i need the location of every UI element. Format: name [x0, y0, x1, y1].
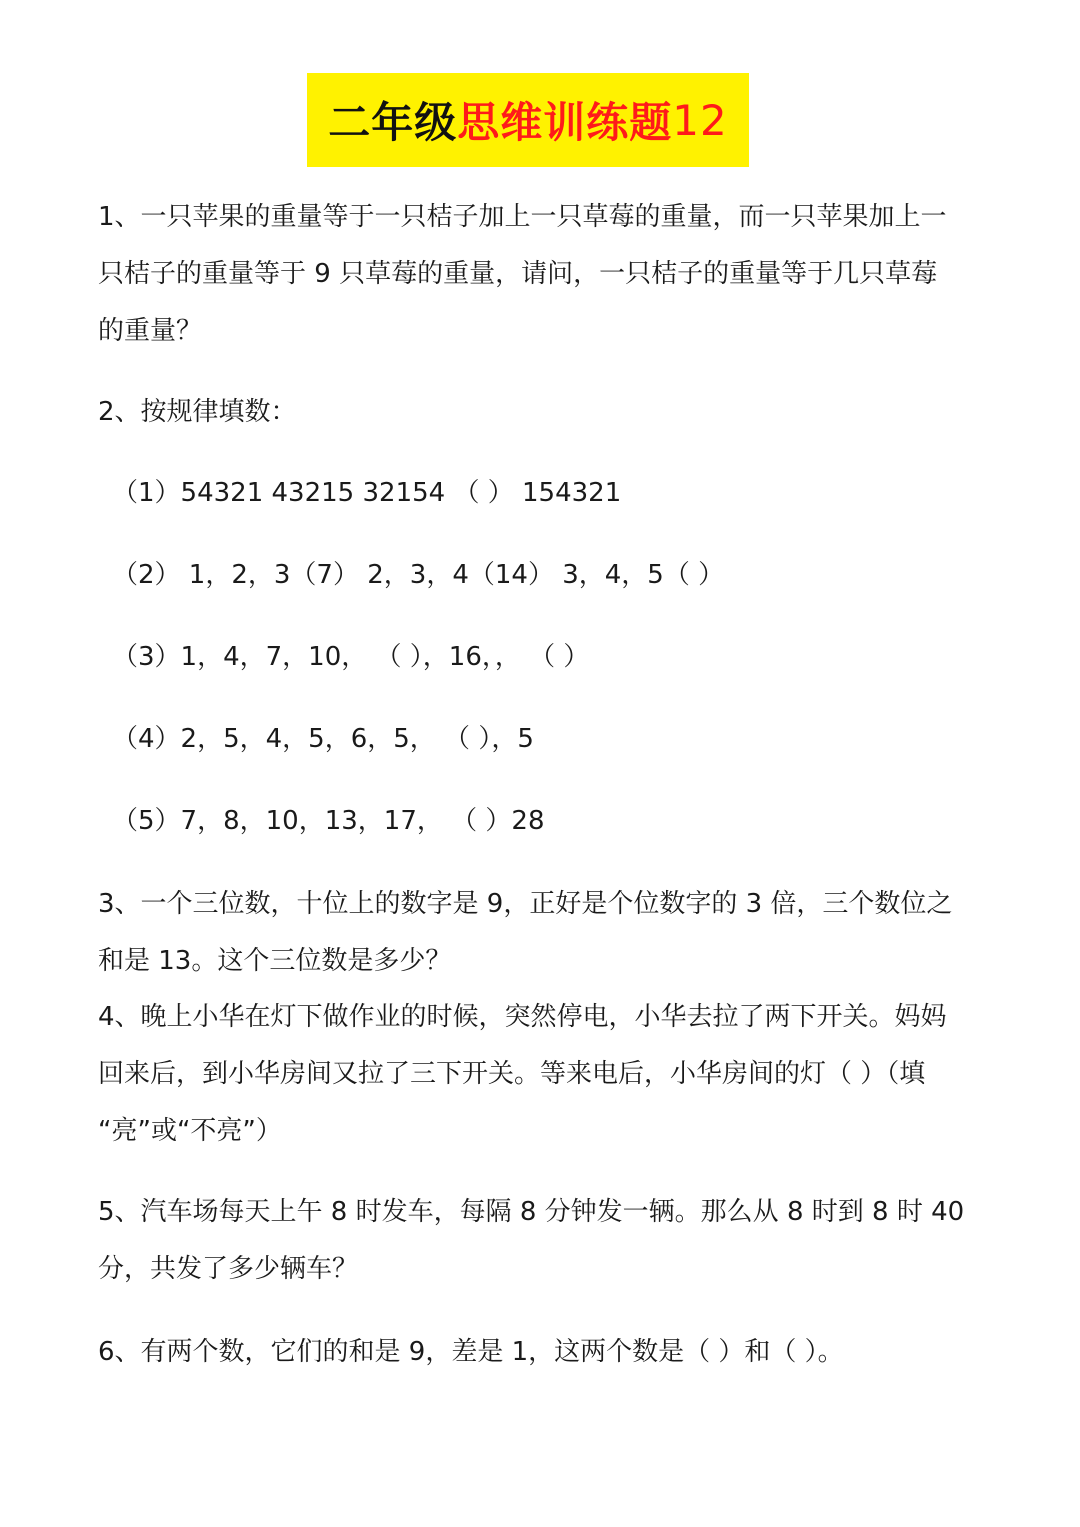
question-2-item-4: （4）2，5，4，5，6，5， （ ），5: [112, 724, 534, 754]
question-1-line-2: 只桔子的重量等于 9 只草莓的重量，请问，一只桔子的重量等于几只草莓: [98, 259, 938, 289]
question-5-line-1: 5、汽车场每天上午 8 时发车，每隔 8 分钟发一辆。那么从 8 时到 8 时 40: [98, 1197, 965, 1227]
question-2-item-3: （3）1，4，7，10， （ ），16，， （ ）: [112, 642, 590, 672]
question-1-line-1: 1、一只苹果的重量等于一只桔子加上一只草莓的重量，而一只苹果加上一: [98, 202, 947, 232]
question-1-line-3: 的重量？: [98, 316, 203, 346]
title-topic: 思维训练题: [457, 98, 673, 147]
title-grade: 二年级: [328, 98, 458, 147]
question-5-line-2: 分，共发了多少辆车？: [98, 1254, 359, 1284]
question-2-item-5: （5）7，8，10，13，17， （ ）28: [112, 806, 545, 836]
question-2-item-1: （1）54321 43215 32154 （ ） 154321: [112, 478, 622, 508]
question-4-line-2: 回来后，到小华房间又拉了三下开关。等来电后，小华房间的灯（ ）（填: [98, 1059, 926, 1089]
question-4-line-3: “亮”或“不亮”）: [98, 1116, 282, 1146]
question-6-line-1: 6、有两个数，它们的和是 9，差是 1，这两个数是（ ）和（ ）。: [98, 1337, 844, 1367]
title-number: 12: [672, 95, 728, 145]
question-2-header: 2、按规律填数：: [98, 397, 297, 427]
question-4-line-1: 4、晚上小华在灯下做作业的时候，突然停电，小华去拉了两下开关。妈妈: [98, 1002, 947, 1032]
question-2-item-2: （2） 1，2，3（7） 2，3，4（14） 3，4，5（ ）: [112, 560, 725, 590]
question-3-line-1: 3、一个三位数，十位上的数字是 9，正好是个位数字的 3 倍，三个数位之: [98, 889, 953, 919]
question-3-line-2: 和是 13。这个三位数是多少？: [98, 946, 452, 976]
page-title: [307, 73, 749, 167]
